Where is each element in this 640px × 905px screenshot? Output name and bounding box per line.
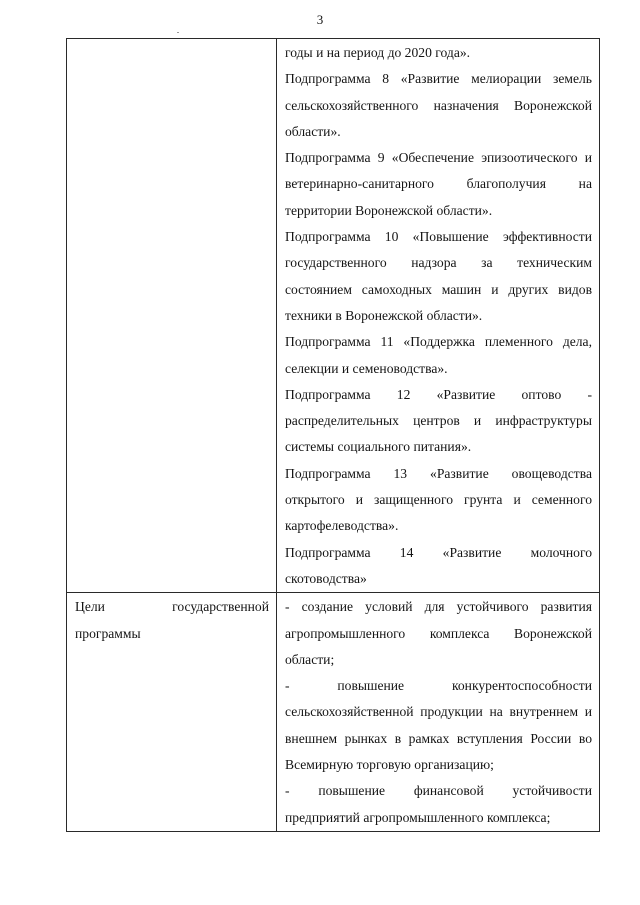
subprogram-14: Подпрограмма 14 «Развитие молочного скотоводства» bbox=[285, 544, 592, 586]
page-number: 3 bbox=[316, 12, 324, 27]
goal-item-2: - повышение конкурентоспособности сельскохозяйственной продукции на внутреннем и внешнем рынках в рамках вступления России во Всемирную торговую организацию; bbox=[285, 678, 592, 773]
subprogram-13: Подпрограмма 13 «Развитие овощеводства открытого и защищенного грунта и семенного картофелеводства». bbox=[285, 465, 592, 534]
table-row-subprograms bbox=[67, 39, 600, 593]
subprogram-10: Подпрограмма 10 «Повышение эффективности государственного надзора за техническим состоянием самоходных машин и других видов техники в Воронежской области». bbox=[285, 229, 592, 323]
subprogram-9: Подпрограмма 9 «Обеспечение эпизоотического и ветеринарно-санитарного благополучия на территории Воронежской области». bbox=[285, 150, 592, 218]
goal-item-1: - создание условий для устойчивого развития агропромышленного комплекса Воронежской области; bbox=[285, 599, 592, 667]
table-row-goals bbox=[67, 593, 600, 832]
table-cell-goals bbox=[277, 593, 600, 832]
scan-speck bbox=[177, 32, 179, 33]
table-cell-label-empty bbox=[67, 39, 277, 593]
subprogram-8: Подпрограмма 8 «Развитие мелиорации земель сельскохозяйственного назначения Воронежской области». bbox=[285, 71, 592, 139]
subprogram-11: Подпрограмма 11 «Поддержка племенного дела, селекции и семеноводства». bbox=[285, 334, 592, 376]
passport-table bbox=[66, 38, 600, 832]
table-cell-goals-label bbox=[67, 593, 277, 832]
goal-item-3: - повышение финансовой устойчивости предприятий агропромышленного комплекса; bbox=[285, 783, 592, 825]
goals-label: Цели государственной программы bbox=[75, 599, 269, 641]
subprogram-continuation: годы и на период до 2020 года». bbox=[285, 45, 471, 60]
table-cell-subprograms bbox=[277, 39, 600, 593]
subprogram-12: Подпрограмма 12 «Развитие оптово - распределительных центров и инфраструктуры системы социального питания». bbox=[285, 386, 592, 455]
